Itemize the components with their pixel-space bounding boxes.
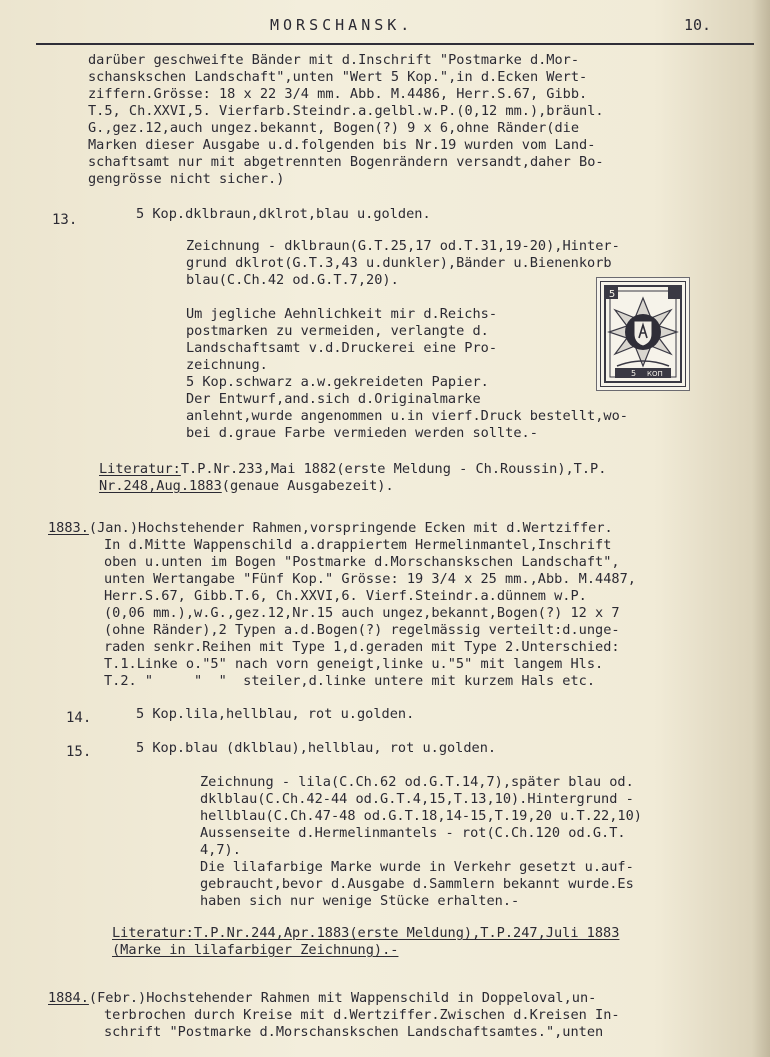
- literatur-2-line: Literatur:T.P.Nr.244,Apr.1883(erste Meldung),T.P.247,Juli 1883: [112, 925, 620, 941]
- zeichnung-15-line: Zeichnung - lila(C.Ch.62 od.G.T.14,7),später blau od.: [200, 774, 634, 790]
- stamp-illustration: [601, 282, 685, 386]
- issue-1883-line: T.1.Linke o."5" nach vorn geneigt,linke u."5" mit langem Hls.: [104, 656, 604, 672]
- stamp-unit-text: КОП: [647, 370, 663, 378]
- page-number: 10.: [684, 16, 712, 34]
- zeichnung-15-line: Die lilafarbige Marke wurde in Verkehr gesetzt u.auf-: [200, 859, 634, 875]
- intro-line: gengrösse nicht sicher.): [88, 171, 285, 187]
- note-13-line: zeichnung.: [186, 357, 268, 373]
- intro-line: ziffern.Grösse: 18 x 22 3/4 mm. Abb. M.4486, Herr.S.67, Gibb.: [88, 86, 588, 102]
- stamp-image: [600, 281, 686, 387]
- literatur-1-line: Nr.248,Aug.1883(genaue Ausgabezeit).: [99, 478, 394, 494]
- intro-line: schanskschen Landschaft",unten "Wert 5 Kop.",in d.Ecken Wert-: [88, 69, 588, 85]
- intro-line: schaftsamt nur mit abgetrennten Bogenrändern versandt,daher Bo-: [88, 154, 604, 170]
- literatur-label: Literatur:: [112, 925, 194, 941]
- zeichnung-13-line: grund dklrot(G.T.3,43 u.dunkler),Bänder u.Bienenkorb: [186, 255, 612, 271]
- note-13-line: Der Entwurf,and.sich d.Originalmarke: [186, 391, 481, 407]
- literatur-2-line: (Marke in lilafarbiger Zeichnung).-: [112, 942, 399, 958]
- stamp-corner-digit: 5: [608, 289, 616, 300]
- intro-line: G.,gez.12,auch ungez.bekannt, Bogen(?) 9 x 6,ohne Ränder(die: [88, 120, 580, 136]
- entry-14-text: 5 Kop.lila,hellblau, rot u.golden.: [136, 706, 415, 722]
- zeichnung-15-line: Aussenseite d.Hermelinmantels - rot(C.Ch.120 od.G.T.: [200, 825, 626, 841]
- entry-number-13: 13.: [52, 212, 78, 228]
- year-label: 1883.: [48, 520, 89, 536]
- note-13-line: Um jegliche Aehnlichkeit mir d.Reichs-: [186, 306, 497, 322]
- issue-1884-line: terbrochen durch Kreise mit d.Wertziffer.Zwischen d.Kreisen In-: [104, 1007, 620, 1023]
- entry-13-text: 5 Kop.dklbraun,dklrot,blau u.golden.: [136, 206, 431, 222]
- issue-1883-line: (0,06 mm.),w.G.,gez.12,Nr.15 auch ungez,bekannt,Bogen(?) 12 x 7: [104, 605, 620, 621]
- entry-15-text: 5 Kop.blau (dklblau),hellblau, rot u.golden.: [136, 740, 497, 756]
- page-edge-shadow: [752, 0, 770, 1057]
- zeichnung-13-line: blau(C.Ch.42 od.G.T.7,20).: [186, 272, 399, 288]
- stamp-value-digit: 5: [631, 369, 637, 378]
- entry-number-15: 15.: [66, 744, 92, 760]
- zeichnung-15-line: gebraucht,bevor d.Ausgabe d.Sammlern bekannt wurde.Es: [200, 876, 634, 892]
- intro-line: darüber geschweifte Bänder mit d.Inschrift "Postmarke d.Mor-: [88, 52, 580, 68]
- issue-1883-line: raden senkr.Reihen mit Type 1,d.geraden mit Type 2.Unterschied:: [104, 639, 620, 655]
- note-13-line: 5 Kop.schwarz a.w.gekreideten Papier.: [186, 374, 489, 390]
- literatur-label: Literatur:: [99, 461, 181, 477]
- zeichnung-15-line: hellblau(C.Ch.47-48 od.G.T.18,14-15,T.19,20 u.T.22,10): [200, 808, 642, 824]
- header-rule: [36, 43, 754, 45]
- issue-1884-line: 1884.(Febr.)Hochstehender Rahmen mit Wappenschild in Doppeloval,un-: [48, 990, 597, 1006]
- note-13-line: anlehnt,wurde angenommen u.in vierf.Druck bestellt,wo-: [186, 408, 628, 424]
- issue-1883-line: In d.Mitte Wappenschild a.drappiertem Hermelinmantel,Inschrift: [104, 537, 612, 553]
- issue-1883-line: 1883.(Jan.)Hochstehender Rahmen,vorspringende Ecken mit d.Wertziffer.: [48, 520, 613, 536]
- note-13-line: bei d.graue Farbe vermieden werden sollte.-: [186, 425, 538, 441]
- page-title: MORSCHANSK.: [270, 16, 414, 34]
- entry-number-14: 14.: [66, 710, 92, 726]
- issue-1883-line: Herr.S.67, Gibb.T.6, Ch.XXVI,6. Vierf.Steindr.a.dünnem w.P.: [104, 588, 587, 604]
- note-13-line: postmarken zu vermeiden, verlangte d.: [186, 323, 489, 339]
- zeichnung-15-line: haben sich nur wenige Stücke erhalten.-: [200, 893, 520, 909]
- issue-1883-line: T.2. " " " steiler,d.linke untere mit kurzem Hals etc.: [104, 673, 596, 689]
- zeichnung-15-line: dklblau(C.Ch.42-44 od.G.T.4,15,T.13,10).Hintergrund -: [200, 791, 634, 807]
- zeichnung-15-line: 4,7).: [200, 842, 241, 858]
- issue-1883-line: (ohne Ränder),2 Typen a.d.Bogen(?) regelmässig verteilt:d.unge-: [104, 622, 620, 638]
- year-label: 1884.: [48, 990, 89, 1006]
- issue-1883-line: unten Wertangabe "Fünf Kop." Grösse: 19 3/4 x 25 mm.,Abb. M.4487,: [104, 571, 636, 587]
- intro-line: T.5, Ch.XXVI,5. Vierfarb.Steindr.a.gelbl.w.P.(0,12 mm.),bräunl.: [88, 103, 604, 119]
- intro-line: Marken dieser Ausgabe u.d.folgenden bis Nr.19 wurden vom Land-: [88, 137, 596, 153]
- note-13-line: Landschaftsamt v.d.Druckerei eine Pro-: [186, 340, 497, 356]
- zeichnung-13-line: Zeichnung - dklbraun(G.T.25,17 od.T.31,19-20),Hinter-: [186, 238, 620, 254]
- issue-1884-line: schrift "Postmarke d.Morschanskschen Landschaftsamtes.",unten: [104, 1024, 604, 1040]
- issue-1883-line: oben u.unten im Bogen "Postmarke d.Morschanskschen Landschaft",: [104, 554, 620, 570]
- literatur-1-line: Literatur:T.P.Nr.233,Mai 1882(erste Meldung - Ch.Roussin),T.P.: [99, 461, 607, 477]
